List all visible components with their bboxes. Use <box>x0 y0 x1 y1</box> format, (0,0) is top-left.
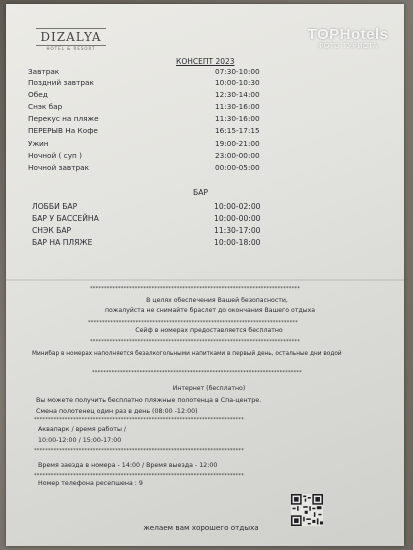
safe-text: Сейф в номерах предоставляется бесплатно <box>135 327 283 334</box>
meal-label: Снэк бар <box>28 102 63 111</box>
meal-label: Ночной ( суп ) <box>28 151 82 160</box>
bar-row <box>32 202 272 211</box>
bar-time: 11:30-17:00 <box>214 226 261 235</box>
star-divider: *************************************************************************** <box>34 417 244 423</box>
bar-title: БАР <box>193 188 208 197</box>
meal-time: 11:30-16:00 <box>215 114 260 123</box>
meal-row <box>28 67 263 76</box>
towels-line-2: Смена полотенец один раз в день (08:00 -12:00) <box>36 408 198 415</box>
minibar-text: Минибар в номерах наполняется безалкогольными напитками в первый день, остальные дни водой <box>32 351 342 357</box>
qr-code <box>291 494 323 526</box>
hotel-logo <box>36 28 106 51</box>
meal-label: Ночной завтрак <box>28 163 89 172</box>
meal-time: 07:30-10:00 <box>215 67 260 76</box>
safety-line-1: В целях обеспечения Вашей безопасности, <box>146 297 288 304</box>
meal-row <box>28 139 263 148</box>
aquapark-line-2: 10:00-12:00 / 15:00-17:00 <box>38 437 122 444</box>
paper-sheet <box>6 4 404 546</box>
star-divider: *************************************************************************** <box>90 339 300 345</box>
meal-label: Перекус на пляже <box>28 114 99 123</box>
meal-label: Ужин <box>28 139 49 148</box>
bar-time: 10:00-00:00 <box>214 214 261 223</box>
logo-subtitle: HOTEL & RESORT <box>46 46 96 51</box>
checkin-text: Время заезда в номера - 14:00 / Время выезда - 12:00 <box>38 462 218 469</box>
bar-label: БАР НА ПЛЯЖЕ <box>32 238 93 247</box>
safety-line-2: пожалуйста не снимайте браслет до окончания Вашего отдыха <box>104 307 316 314</box>
star-divider: *************************************************************************** <box>34 448 244 454</box>
bar-label: СНЭК БАР <box>32 226 72 235</box>
meal-label: Завтрак <box>28 67 60 76</box>
concept-title: КОНСЕПТ 2023 <box>176 57 235 66</box>
meal-time: 10:00-10:30 <box>215 78 260 87</box>
watermark-sub: ФОТО ТУРИСТА <box>317 43 379 50</box>
paper-fold <box>6 279 404 281</box>
star-divider: *************************************************************************** <box>92 370 302 376</box>
bar-row <box>32 226 272 235</box>
farewell-text: желаем вам хорошего отдыха <box>143 523 259 532</box>
star-divider: *************************************************************************** <box>90 286 300 292</box>
bar-row <box>32 238 272 247</box>
bar-label: БАР У БАССЕЙНА <box>32 214 99 223</box>
bar-time: 10:00-18:00 <box>214 238 261 247</box>
bar-time: 10:00-02:00 <box>214 202 261 211</box>
bar-row <box>32 214 272 223</box>
meal-row <box>28 126 263 135</box>
aquapark-line-1: Аквапарк / время работы / <box>38 426 127 433</box>
logo-name: DIZALYA <box>36 28 106 46</box>
meal-label: ПЕРЕРЫВ На Кофе <box>28 126 98 135</box>
watermark-main: TOPHotels <box>307 26 389 43</box>
meal-row <box>28 151 263 160</box>
star-divider: *************************************************************************** <box>88 320 298 326</box>
meal-row <box>28 90 263 99</box>
towels-line-1: Вы можете получить бесплатно пляжные полотенца в Спа-центре. <box>36 397 262 404</box>
internet-title: Интернет (бесплатно) <box>172 385 246 392</box>
meal-row <box>28 78 263 87</box>
meal-time: 19:00-21:00 <box>215 139 260 148</box>
meal-time: 11:30-16:00 <box>215 102 260 111</box>
tophotels-watermark <box>293 26 403 50</box>
reception-text: Номер телефона ресепшена : 9 <box>38 480 143 487</box>
meal-time: 00:00-05:00 <box>215 163 260 172</box>
bar-label: ЛОББИ БАР <box>32 202 78 211</box>
meal-label: Обед <box>28 90 48 99</box>
meal-row <box>28 102 263 111</box>
meal-row <box>28 114 263 123</box>
meal-row <box>28 163 263 172</box>
meal-label: Поздний завтрак <box>28 78 94 87</box>
star-divider: *************************************************************************** <box>34 473 244 479</box>
meal-time: 16:15-17:15 <box>215 126 260 135</box>
meal-time: 12:30-14:00 <box>215 90 260 99</box>
meal-time: 23:00-00:00 <box>215 151 260 160</box>
